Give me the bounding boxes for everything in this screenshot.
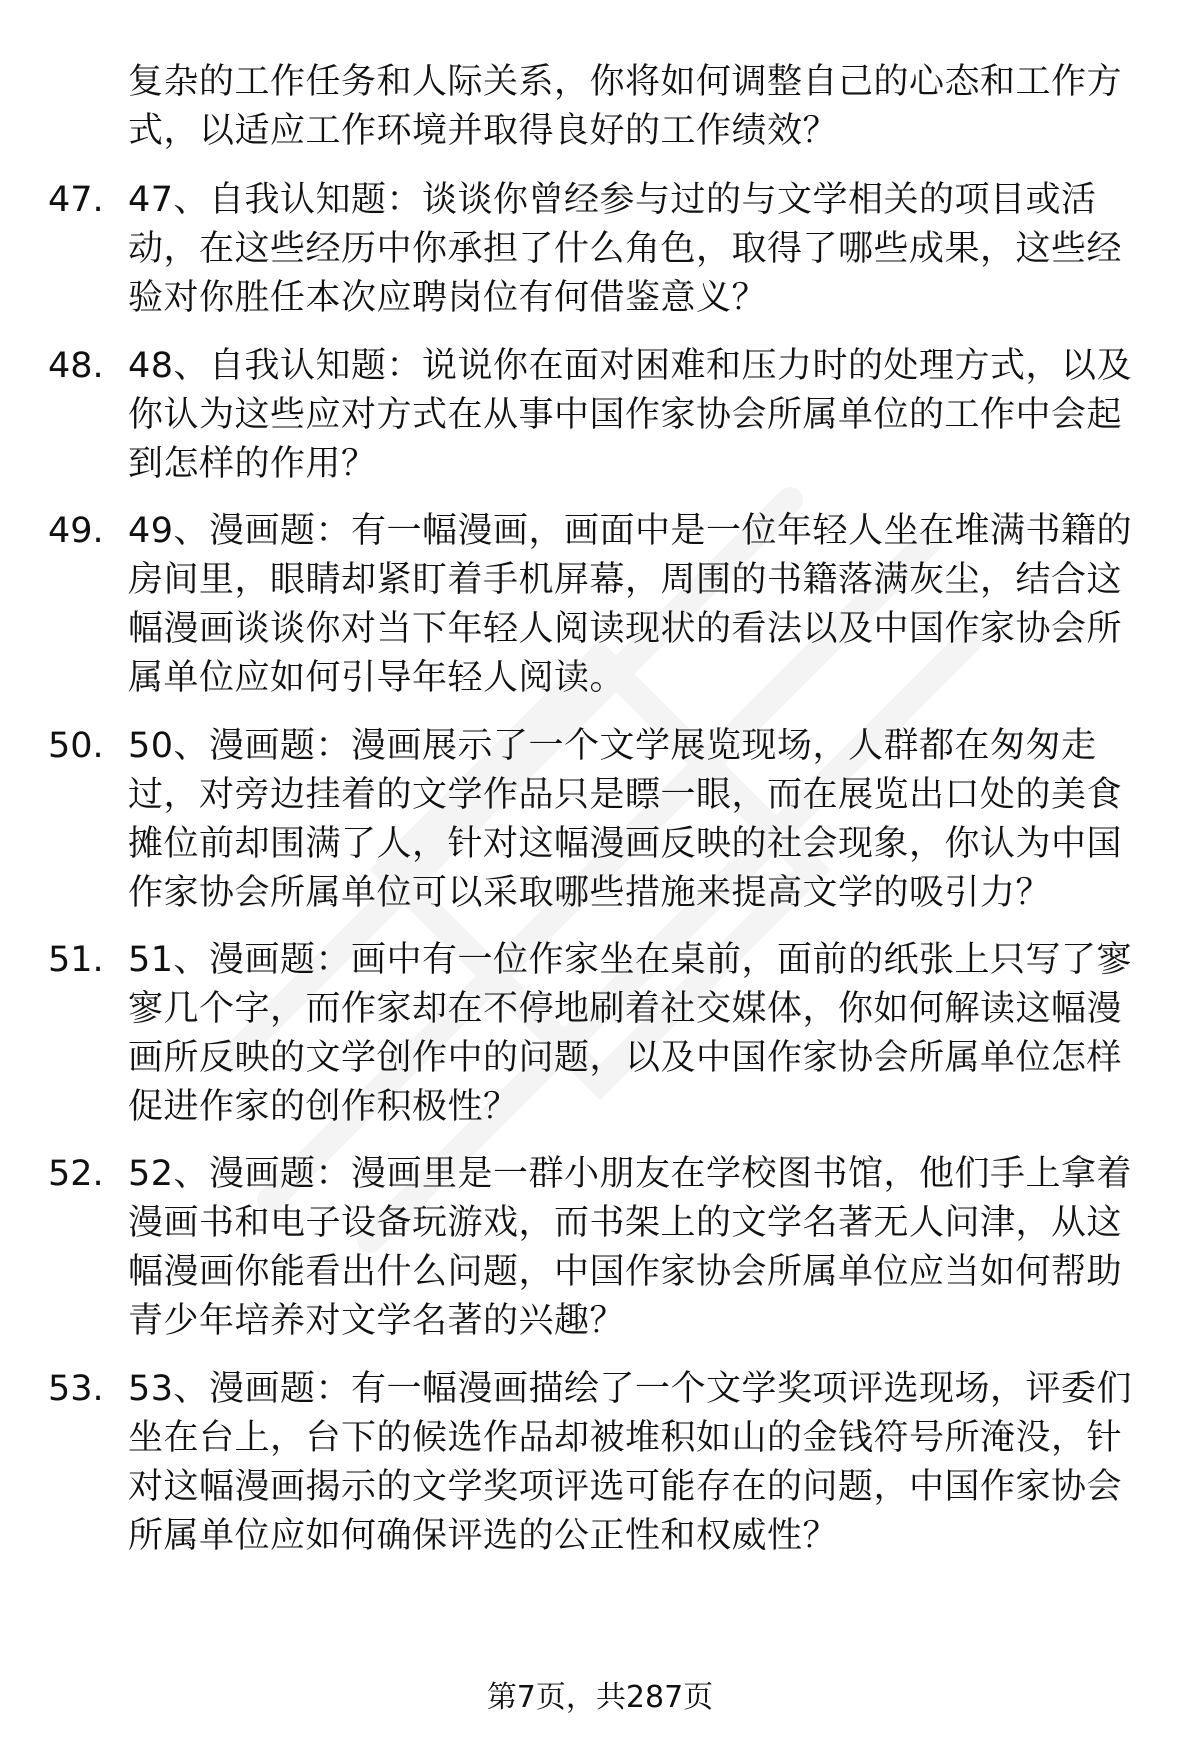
item-number: 52. xyxy=(48,1154,104,1194)
list-item xyxy=(48,722,1143,918)
page-footer: 第7页，共287页 xyxy=(486,1680,714,1715)
item-text: 52、漫画题：漫画里是一群小朋友在学校图书馆，他们手上拿着漫画书和电子设备玩游戏，而书架上的文学名著无人问津，从这幅漫画你能看出什么问题，中国作家协会所属单位应当如何帮助青少年培养对文学名著的兴趣？ xyxy=(128,1154,1133,1341)
list-item xyxy=(48,342,1143,489)
item-number: 47. xyxy=(48,180,104,220)
item-text: 53、漫画题：有一幅漫画描绘了一个文学奖项评选现场，评委们坐在台上，台下的候选作品却被堆积如山的金钱符号所淹没，针对这幅漫画揭示的文学奖项评选可能存在的问题，中国作家协会所属单位应如何确保评选的公正性和权威性？ xyxy=(128,1369,1133,1556)
list-item xyxy=(48,1365,1143,1561)
item-text: 49、漫画题：有一幅漫画，画面中是一位年轻人坐在堆满书籍的房间里，眼睛却紧盯着手机屏幕，周围的书籍落满灰尘，结合这幅漫画谈谈你对当下年轻人阅读现状的看法以及中国作家协会所属单位应如何引导年轻人阅读。 xyxy=(128,511,1133,698)
item-number: 50. xyxy=(48,726,104,766)
list-item xyxy=(48,176,1143,323)
item-text: 50、漫画题：漫画展示了一个文学展览现场，人群都在匆匆走过，对旁边挂着的文学作品只是瞟一眼，而在展览出口处的美食摊位前却围满了人，针对这幅漫画反映的社会现象，你认为中国作家协会所属单位可以采取哪些措施来提高文学的吸引力？ xyxy=(128,726,1123,913)
item-number: 49. xyxy=(48,511,104,551)
item-text: 51、漫画题：画中有一位作家坐在桌前，面前的纸张上只写了寥寥几个字，而作家却在不停地刷着社交媒体，你如何解读这幅漫画所反映的文学创作中的问题，以及中国作家协会所属单位怎样促进作家的创作积极性？ xyxy=(128,940,1133,1127)
item-text: 48、自我认知题：说说你在面对困难和压力时的处理方式，以及你认为这些应对方式在从事中国作家协会所属单位的工作中会起到怎样的作用？ xyxy=(128,346,1133,484)
item-number: 53. xyxy=(48,1369,104,1409)
item-number: 51. xyxy=(48,940,104,980)
list-item xyxy=(48,936,1143,1132)
item-number: 48. xyxy=(48,346,104,386)
list-item xyxy=(48,1150,1143,1346)
list-item xyxy=(48,507,1143,703)
continuation-paragraph: 复杂的工作任务和人际关系，你将如何调整自己的心态和工作方式，以适应工作环境并取得良好的工作绩效？ xyxy=(128,62,1123,151)
item-text: 47、自我认知题：谈谈你曾经参与过的与文学相关的项目或活动，在这些经历中你承担了什么角色，取得了哪些成果，这些经验对你胜任本次应聘岗位有何借鉴意义？ xyxy=(128,180,1123,318)
